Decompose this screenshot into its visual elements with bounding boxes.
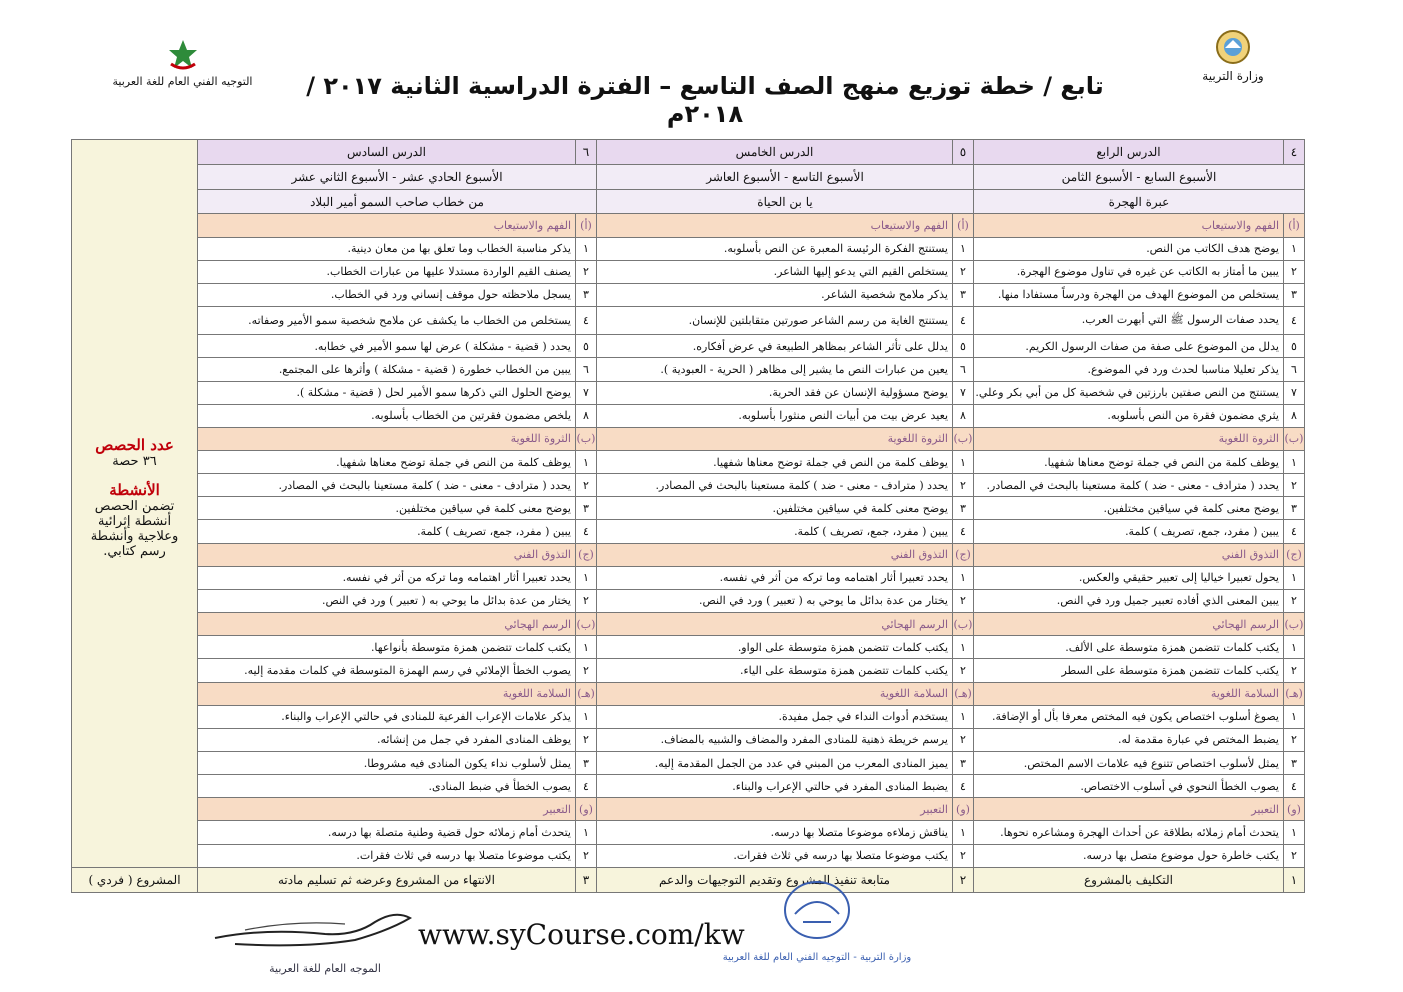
item-text: يدلل على تأثر الشاعر بمظاهر الطبيعة في عرض أفكاره. — [597, 335, 953, 358]
table-row — [72, 404, 1305, 427]
page-title: تابع / خطة توزيع منهج الصف التاسع – الفترة الدراسية الثانية ٢٠١٧ / ٢٠١٨م — [306, 72, 1104, 128]
section-label: التذوق الفني — [974, 543, 1284, 566]
item-text: يوظف كلمة من النص في جملة توضح معناها شفهيا. — [597, 450, 953, 473]
section-code: (ج) — [1284, 543, 1305, 566]
item-text: يكتب كلمات تتضمن همزة متوسطة بأنواعها. — [198, 636, 576, 659]
table-row — [72, 543, 1305, 566]
item-number: ٣ — [576, 752, 597, 775]
item-number: ٢ — [576, 659, 597, 682]
section-code: (هـ) — [953, 682, 974, 705]
signature-image — [205, 900, 445, 980]
table-row — [72, 260, 1305, 283]
table-row — [72, 140, 1305, 165]
item-number: ٣ — [1284, 752, 1305, 775]
item-number: ١ — [1284, 237, 1305, 260]
section-label: التذوق الفني — [597, 543, 953, 566]
item-text: يحدد ( مترادف - معنى - ضد ) كلمة مستعينا بالبحث في المصادر. — [597, 474, 953, 497]
table-row — [72, 214, 1305, 237]
item-text: يعيد عرض بيت من أبيات النص منثورا بأسلوبه. — [597, 404, 953, 427]
item-text: يحدد صفات الرسول ﷺ التي أبهرت العرب. — [974, 307, 1284, 335]
item-text: يتحدث أمام زملائه حول قضية وطنية متصلة بها درسه. — [198, 821, 576, 844]
item-number: ٢ — [576, 260, 597, 283]
item-number: ٣ — [953, 497, 974, 520]
item-text: يستخلص من الخطاب ما يكشف عن ملامح شخصية سمو الأمير وصفاته. — [198, 307, 576, 335]
section-code: (و) — [953, 798, 974, 821]
item-number: ٢ — [953, 659, 974, 682]
item-number: ٣ — [1284, 497, 1305, 520]
project-step-text: الانتهاء من المشروع وعرضه ثم تسليم مادته — [198, 867, 576, 892]
table-row — [72, 307, 1305, 335]
item-text: يختار من عدة بدائل ما يوحي به ( تعبير ) ورد في النص. — [597, 589, 953, 612]
item-text: يبين ما أمتاز به الكاتب عن غيره في تناول موضوع الهجرة. — [974, 260, 1284, 283]
table-row — [72, 867, 1305, 892]
item-number: ٣ — [1284, 283, 1305, 306]
lesson-number: ٤ — [1284, 140, 1305, 165]
section-label: التعبير — [974, 798, 1284, 821]
item-number: ٧ — [953, 381, 974, 404]
table-row — [72, 358, 1305, 381]
periods-label: عدد الحصص — [95, 435, 174, 454]
table-row — [72, 775, 1305, 798]
item-number: ٦ — [1284, 358, 1305, 381]
item-text: يدلل من الموضوع على صفة من صفات الرسول الكريم. — [974, 335, 1284, 358]
activities-text: تضمن الحصص أنشطة إثرائية وعلاجية وأنشطة رسم كتابي. — [90, 498, 179, 559]
lesson-number: ٥ — [953, 140, 974, 165]
item-number: ٢ — [1284, 659, 1305, 682]
item-number: ١ — [576, 566, 597, 589]
item-text: يبين ( مفرد، جمع، تصريف ) كلمة. — [974, 520, 1284, 543]
item-number: ٧ — [1284, 381, 1305, 404]
item-number: ٣ — [576, 283, 597, 306]
item-text: يحدد ( مترادف - معنى - ضد ) كلمة مستعينا بالبحث في المصادر. — [974, 474, 1284, 497]
section-label: الفهم والاستيعاب — [597, 214, 953, 237]
section-code: (هـ) — [576, 682, 597, 705]
website-url: www.syCourse.com/kw — [418, 918, 745, 951]
table-row — [72, 427, 1305, 450]
item-text: يكتب كلمات تتضمن همزة متوسطة على الواو. — [597, 636, 953, 659]
table-row — [72, 566, 1305, 589]
periods-value: ٣٦ حصة — [112, 453, 157, 469]
item-text: يكتب موضوعا متصلا بها درسه في ثلاث فقرات. — [198, 844, 576, 867]
department-logo-icon — [163, 38, 203, 72]
table-row — [72, 705, 1305, 728]
section-code: (هـ) — [1284, 682, 1305, 705]
section-label: الثروة اللغوية — [198, 427, 576, 450]
item-number: ٢ — [576, 728, 597, 751]
item-text: يحدد ( قضية - مشكلة ) عرض لها سمو الأمير في خطابه. — [198, 335, 576, 358]
item-text: يصنف القيم الواردة مستدلا عليها من عبارات الخطاب. — [198, 260, 576, 283]
section-code: (ب) — [953, 427, 974, 450]
table-row — [72, 381, 1305, 404]
table-row — [72, 474, 1305, 497]
item-text: يستنتج الغاية من رسم الشاعر صورتين متقابلتين للإنسان. — [597, 307, 953, 335]
curriculum-table — [71, 139, 1305, 893]
lesson-number: ٦ — [576, 140, 597, 165]
department-name: التوجيه الفني العام للغة العربية — [112, 75, 253, 88]
item-text: يستنتج من النص صفتين بارزتين في شخصية كل من أبي بكر وعلي. — [974, 381, 1284, 404]
item-text: يحول تعبيرا خياليا إلى تعبير حقيقي والعكس. — [974, 566, 1284, 589]
table-row — [72, 752, 1305, 775]
item-text: يوضح مسؤولية الإنسان عن فقد الحرية. — [597, 381, 953, 404]
item-text: يرسم خريطة ذهنية للمنادى المفرد والمضاف والشبيه بالمضاف. — [597, 728, 953, 751]
item-number: ٤ — [576, 307, 597, 335]
section-label: التذوق الفني — [198, 543, 576, 566]
lesson-title: الدرس السادس — [198, 140, 576, 165]
item-number: ٢ — [953, 589, 974, 612]
project-step-number: ٣ — [576, 867, 597, 892]
item-text: يكتب كلمات تتضمن همزة متوسطة على الألف. — [974, 636, 1284, 659]
item-number: ٢ — [576, 589, 597, 612]
item-number: ٢ — [576, 844, 597, 867]
project-step-number: ٢ — [953, 867, 974, 892]
project-step-number: ١ — [1284, 867, 1305, 892]
lesson-title: الدرس الرابع — [974, 140, 1284, 165]
week-range: الأسبوع السابع - الأسبوع الثامن — [974, 164, 1305, 189]
item-text: يبين ( مفرد، جمع، تصريف ) كلمة. — [597, 520, 953, 543]
item-number: ٣ — [576, 497, 597, 520]
item-number: ٨ — [576, 404, 597, 427]
section-code: (ج) — [953, 543, 974, 566]
item-number: ٢ — [1284, 728, 1305, 751]
item-number: ١ — [576, 705, 597, 728]
item-text: يوظف كلمة من النص في جملة توضح معناها شفهيا. — [974, 450, 1284, 473]
item-text: يذكر ملامح شخصية الشاعر. — [597, 283, 953, 306]
item-number: ١ — [576, 636, 597, 659]
item-number: ٧ — [576, 381, 597, 404]
item-number: ٢ — [1284, 474, 1305, 497]
section-code: (أ) — [576, 214, 597, 237]
item-text: يبين من الخطاب خطورة ( قضية - مشكلة ) وأثرها على المجتمع. — [198, 358, 576, 381]
lesson-topic: عبرة الهجرة — [974, 189, 1305, 214]
item-text: يذكر مناسبة الخطاب وما تعلق بها من معان دينية. — [198, 237, 576, 260]
item-number: ٢ — [1284, 589, 1305, 612]
lesson-title: الدرس الخامس — [597, 140, 953, 165]
header-left-block — [95, 38, 270, 88]
item-number: ٢ — [953, 728, 974, 751]
stamp-caption: وزارة التربية - التوجيه الفني العام للغة العربية — [722, 952, 912, 963]
item-number: ٤ — [1284, 307, 1305, 335]
table-row — [72, 335, 1305, 358]
item-text: يكتب كلمات تتضمن همزة متوسطة على السطر — [974, 659, 1284, 682]
item-text: يضبط المنادى المفرد في حالتي الإعراب والبناء. — [597, 775, 953, 798]
item-text: يوضح معنى كلمة في سياقين مختلفين. — [597, 497, 953, 520]
item-text: يستنتج الفكرة الرئيسة المعبرة عن النص بأسلوبه. — [597, 237, 953, 260]
item-number: ١ — [1284, 566, 1305, 589]
item-text: يوظف كلمة من النص في جملة توضح معناها شفهيا. — [198, 450, 576, 473]
section-code: (أ) — [1284, 214, 1305, 237]
item-text: يوضح الحلول التي ذكرها سمو الأمير لحل ( قضية - مشكلة ). — [198, 381, 576, 404]
item-text: يصوب الخطأ الإملائي في رسم الهمزة المتوسطة في كلمات مقدمة إليه. — [198, 659, 576, 682]
table-row — [72, 682, 1305, 705]
ministry-name: وزارة التربية — [1202, 69, 1264, 83]
item-number: ١ — [953, 821, 974, 844]
section-label: الفهم والاستيعاب — [198, 214, 576, 237]
section-label: الفهم والاستيعاب — [974, 214, 1284, 237]
table-row — [72, 798, 1305, 821]
item-number: ٤ — [953, 307, 974, 335]
item-text: يصوغ أسلوب اختصاص يكون فيه المختص معرفا بأل أو الإضافة. — [974, 705, 1284, 728]
project-label: المشروع ( فردي ) — [72, 867, 198, 892]
item-number: ٢ — [953, 260, 974, 283]
project-step-text: التكليف بالمشروع — [974, 867, 1284, 892]
item-number: ١ — [1284, 705, 1305, 728]
item-number: ١ — [953, 636, 974, 659]
item-number: ٨ — [953, 404, 974, 427]
item-number: ١ — [576, 450, 597, 473]
section-code: (ب) — [576, 427, 597, 450]
item-number: ٣ — [953, 752, 974, 775]
table-row — [72, 497, 1305, 520]
item-text: يتحدث أمام زملائه بطلاقة عن أحداث الهجرة ومشاعره نحوها. — [974, 821, 1284, 844]
item-number: ٥ — [953, 335, 974, 358]
item-text: يمثل لأسلوب اختصاص تتنوع فيه علامات الاسم المختص. — [974, 752, 1284, 775]
header-right-block — [1193, 28, 1273, 83]
section-code: (ج) — [576, 543, 597, 566]
item-number: ٣ — [953, 283, 974, 306]
item-text: يلخص مضمون فقرتين من الخطاب بأسلوبه. — [198, 404, 576, 427]
table-row — [72, 164, 1305, 189]
table-row — [72, 589, 1305, 612]
section-code: (ب) — [953, 613, 974, 636]
table-row — [72, 659, 1305, 682]
item-number: ٤ — [576, 775, 597, 798]
week-range: الأسبوع الحادي عشر - الأسبوع الثاني عشر — [198, 164, 597, 189]
item-number: ١ — [1284, 821, 1305, 844]
project-step-text: متابعة تنفيذ المشروع وتقديم التوجيهات والدعم — [597, 867, 953, 892]
item-text: يصوب الخطأ في ضبط المنادى. — [198, 775, 576, 798]
table-row — [72, 237, 1305, 260]
lesson-topic: يا بن الحياة — [597, 189, 974, 214]
section-label: السلامة اللغوية — [597, 682, 953, 705]
section-label: السلامة اللغوية — [974, 682, 1284, 705]
section-code: (و) — [1284, 798, 1305, 821]
section-label: الثروة اللغوية — [974, 427, 1284, 450]
item-text: يستخلص من الموضوع الهدف من الهجرة ودرساً مستفادا منها. — [974, 283, 1284, 306]
section-code: (ب) — [1284, 427, 1305, 450]
section-code: (و) — [576, 798, 597, 821]
table-row — [72, 613, 1305, 636]
item-text: يميز المنادى المعرب من المبني في عدد من الجمل المقدمة إليه. — [597, 752, 953, 775]
week-range: الأسبوع التاسع - الأسبوع العاشر — [597, 164, 974, 189]
table-row — [72, 189, 1305, 214]
item-text: يمثل لأسلوب نداء يكون المنادى فيه مشروطا. — [198, 752, 576, 775]
item-number: ٥ — [1284, 335, 1305, 358]
item-number: ٢ — [1284, 844, 1305, 867]
item-number: ٤ — [953, 775, 974, 798]
item-number: ١ — [576, 237, 597, 260]
item-number: ٤ — [1284, 775, 1305, 798]
item-number: ٤ — [1284, 520, 1305, 543]
item-text: يحدد تعبيرا أثار اهتمامه وما تركه من أثر في نفسه. — [597, 566, 953, 589]
item-text: يضبط المختص في عبارة مقدمة له. — [974, 728, 1284, 751]
item-text: يوضح معنى كلمة في سياقين مختلفين. — [198, 497, 576, 520]
item-text: يثري مضمون فقرة من النص بأسلوبه. — [974, 404, 1284, 427]
section-label: الرسم الهجائي — [198, 613, 576, 636]
item-number: ١ — [1284, 636, 1305, 659]
item-text: يصوب الخطأ النحوي في أسلوب الاختصاص. — [974, 775, 1284, 798]
item-number: ٤ — [576, 520, 597, 543]
item-number: ٦ — [576, 358, 597, 381]
section-label: التعبير — [597, 798, 953, 821]
item-number: ١ — [576, 821, 597, 844]
item-text: يكتب كلمات تتضمن همزة متوسطة على الياء. — [597, 659, 953, 682]
activities-label: الأنشطة — [109, 480, 160, 499]
item-text: يوضح معنى كلمة في سياقين مختلفين. — [974, 497, 1284, 520]
item-text: يبين ( مفرد، جمع، تصريف ) كلمة. — [198, 520, 576, 543]
item-text: يناقش زملاءه موضوعا متصلا بها درسه. — [597, 821, 953, 844]
table-row — [72, 636, 1305, 659]
section-code: (ب) — [576, 613, 597, 636]
table-row — [72, 844, 1305, 867]
item-text: يكتب موضوعا متصلا بها درسه في ثلاث فقرات. — [597, 844, 953, 867]
item-text: يبين المعنى الذي أفاده تعبير جميل ورد في النص. — [974, 589, 1284, 612]
official-stamp-image — [722, 870, 912, 975]
section-label: التعبير — [198, 798, 576, 821]
table-row — [72, 821, 1305, 844]
lesson-topic: من خطاب صاحب السمو أمير البلاد — [198, 189, 597, 214]
item-text: يكتب خاطرة حول موضوع متصل بها درسه. — [974, 844, 1284, 867]
table-row — [72, 520, 1305, 543]
item-text: يذكر علامات الإعراب الفرعية للمنادى في حالتي الإعراب والبناء. — [198, 705, 576, 728]
item-number: ٨ — [1284, 404, 1305, 427]
table-row — [72, 283, 1305, 306]
table-row — [72, 450, 1305, 473]
item-number: ١ — [953, 566, 974, 589]
item-text: يستخلص القيم التي يدعو إليها الشاعر. — [597, 260, 953, 283]
item-number: ١ — [953, 237, 974, 260]
signature-caption: الموجه العام للغة العربية — [269, 962, 381, 975]
section-code: (أ) — [953, 214, 974, 237]
item-number: ١ — [953, 705, 974, 728]
item-text: يسجل ملاحظته حول موقف إنساني ورد في الخطاب. — [198, 283, 576, 306]
item-text: يحدد تعبيرا أثار اهتمامه وما تركه من أثر في نفسه. — [198, 566, 576, 589]
item-number: ٦ — [953, 358, 974, 381]
side-info-panel — [72, 140, 198, 868]
section-label: الرسم الهجائي — [974, 613, 1284, 636]
item-text: يعين من عبارات النص ما يشير إلى مظاهر ( الحرية - العبودية ). — [597, 358, 953, 381]
ministry-emblem-icon — [1211, 28, 1255, 66]
item-text: يختار من عدة بدائل ما يوحي به ( تعبير ) ورد في النص. — [198, 589, 576, 612]
section-label: الرسم الهجائي — [597, 613, 953, 636]
item-text: يحدد ( مترادف - معنى - ضد ) كلمة مستعينا بالبحث في المصادر. — [198, 474, 576, 497]
item-number: ١ — [953, 450, 974, 473]
item-number: ٢ — [576, 474, 597, 497]
section-label: الثروة اللغوية — [597, 427, 953, 450]
item-number: ١ — [1284, 450, 1305, 473]
table-row — [72, 728, 1305, 751]
item-number: ٢ — [953, 474, 974, 497]
item-text: يستخدم أدوات النداء في جمل مفيدة. — [597, 705, 953, 728]
item-number: ٢ — [1284, 260, 1305, 283]
item-number: ٤ — [953, 520, 974, 543]
item-number: ٥ — [576, 335, 597, 358]
item-text: يوضح هدف الكاتب من النص. — [974, 237, 1284, 260]
item-number: ٢ — [953, 844, 974, 867]
section-code: (ب) — [1284, 613, 1305, 636]
item-text: يذكر تعليلا مناسبا لحدث ورد في الموضوع. — [974, 358, 1284, 381]
section-label: السلامة اللغوية — [198, 682, 576, 705]
item-text: يوظف المنادى المفرد في جمل من إنشائه. — [198, 728, 576, 751]
